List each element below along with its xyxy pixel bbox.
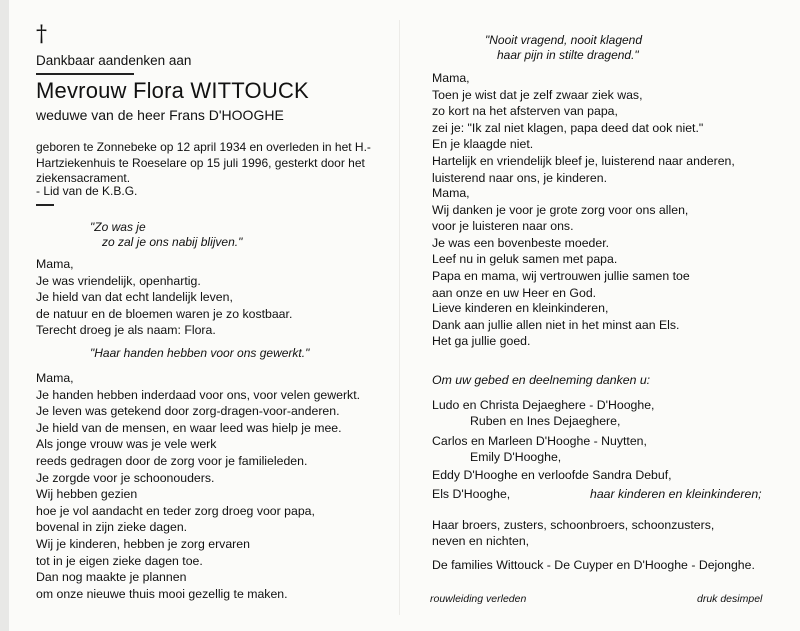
divider-dash: [36, 204, 54, 206]
stanza-3: [432, 70, 735, 186]
center-fold: [399, 20, 400, 615]
family-line: Eddy D'Hooghe en verloofde Sandra Debuf,: [432, 468, 672, 482]
family-line: Carlos en Marleen D'Hooghe - Nuytten,: [432, 434, 647, 448]
intro-underline: [36, 73, 134, 75]
stanza-line: Als jonge vrouw was je vele werk: [36, 437, 217, 452]
quote-3: [485, 33, 642, 63]
stanza-line: Dan nog maakte je plannen: [36, 570, 187, 585]
stanza-line: de natuur en de bloemen waren je zo kostbaar.: [36, 306, 293, 321]
stanza-line: Het ga jullie goed.: [432, 334, 531, 349]
card-edge: [0, 0, 9, 631]
stanza-line: Wij danken je voor je grote zorg voor ons allen,: [432, 202, 689, 217]
stanza-line: En je klaagde niet.: [432, 137, 534, 152]
stanza-line: Hartelijk en vriendelijk bleef je, luisterend naar anderen,: [432, 153, 735, 168]
quote-3-line: "Nooit vragend, nooit klagend: [485, 33, 643, 47]
stanza-line: Je hield van de mensen, en waar leed was hielp je mee.: [36, 420, 342, 435]
stanza-line: Je zorgde voor je schoonouders.: [36, 470, 215, 485]
stanza-line: voor je luisteren naar ons.: [432, 219, 574, 234]
intro-text: Dankbaar aandenken aan: [36, 53, 192, 68]
footer-right: druk desimpel: [697, 593, 763, 605]
stanza-line: Leef nu in geluk samen met papa.: [432, 252, 618, 267]
stanza-2: [36, 370, 360, 602]
stanza-line: Mama,: [36, 371, 74, 385]
stanza-line: Je leven was getekend door zorg-dragen-voor-anderen.: [36, 404, 340, 419]
quote-3-line: haar pijn in stilte dragend.": [497, 48, 639, 62]
stanza-1: [36, 256, 292, 339]
stanza-line: Papa en mama, wij vertrouwen jullie samen toe: [432, 268, 690, 283]
stanza-line: Terecht droeg je als naam: Flora.: [36, 323, 216, 338]
stanza-line: Je handen hebben inderdaad voor ons, voor velen gewerkt.: [36, 387, 361, 402]
stanza-line: Je was vriendelijk, openhartig.: [36, 273, 201, 288]
thanks-line: Om uw gebed en deelneming danken u:: [432, 373, 651, 387]
stanza-line: zo kort na het afsterven van papa,: [432, 104, 618, 119]
stanza-line: Mama,: [36, 257, 74, 271]
stanza-line: Toen je wist dat je zelf zwaar ziek was,: [432, 87, 643, 102]
quote-2: "Haar handen hebben voor ons gewerkt.": [90, 346, 310, 360]
stanza-line: om onze nieuwe thuis mooi gezellig te maken.: [36, 586, 288, 601]
family-line: haar kinderen en kleinkinderen;: [590, 487, 762, 501]
family-line: Ruben en Ines Dejaeghere,: [470, 414, 621, 428]
stanza-line: hoe je vol aandacht en teder zorg droeg voor papa,: [36, 503, 315, 518]
footer-left: rouwleiding verleden: [430, 593, 527, 605]
family-line: Els D'Hooghe,: [432, 487, 511, 501]
family-line: Emily D'Hooghe,: [470, 450, 562, 464]
stanza-line: Je hield van dat echt landelijk leven,: [36, 290, 233, 305]
quote-1-line: "Zo was je: [90, 220, 146, 234]
cross-icon: †: [36, 22, 47, 47]
stanza-line: luisterend naar ons, je kinderen.: [432, 170, 607, 185]
membership-line: - Lid van de K.B.G.: [36, 184, 138, 198]
stanza-line: Mama,: [432, 71, 470, 85]
widow-line: weduwe van de heer Frans D'HOOGHE: [36, 107, 284, 123]
quote-1: [90, 220, 242, 250]
family-line: Haar broers, zusters, schoonbroers, schoonzusters,: [432, 518, 715, 532]
stanza-5: [432, 300, 679, 350]
stanza-4: [432, 185, 690, 301]
biography: geboren te Zonnebeke op 12 april 1934 en overleden in het H.-Hartziekenhuis te Roeselare op 15 juli 1996, gesterkt door het ziekensacrament.: [36, 140, 371, 185]
family-line: neven en nichten,: [432, 534, 530, 548]
family-line: De families Wittouck - De Cuyper en D'Hooghe - Dejonghe.: [432, 558, 755, 572]
stanza-line: tot in je eigen zieke dagen toe.: [36, 553, 203, 568]
stanza-line: zei je: "Ik zal niet klagen, papa deed dat ook niet.": [432, 120, 704, 135]
stanza-line: bovenal in zijn zieke dagen.: [36, 520, 188, 535]
stanza-line: reeds gedragen door de zorg voor je familieleden.: [36, 453, 308, 468]
stanza-line: Dank aan jullie allen niet in het minst aan Els.: [432, 317, 680, 332]
stanza-line: Je was een bovenbeste moeder.: [432, 235, 610, 250]
stanza-line: Mama,: [432, 186, 470, 200]
family-line: Ludo en Christa Dejaeghere - D'Hooghe,: [432, 398, 655, 412]
stanza-line: Wij je kinderen, hebben je zorg ervaren: [36, 536, 250, 551]
deceased-name: Mevrouw Flora WITTOUCK: [36, 78, 309, 103]
quote-1-line: zo zal je ons nabij blijven.": [102, 235, 243, 249]
stanza-line: Lieve kinderen en kleinkinderen,: [432, 301, 609, 315]
stanza-line: Wij hebben gezien: [36, 487, 138, 502]
stanza-line: aan onze en uw Heer en God.: [432, 285, 597, 300]
